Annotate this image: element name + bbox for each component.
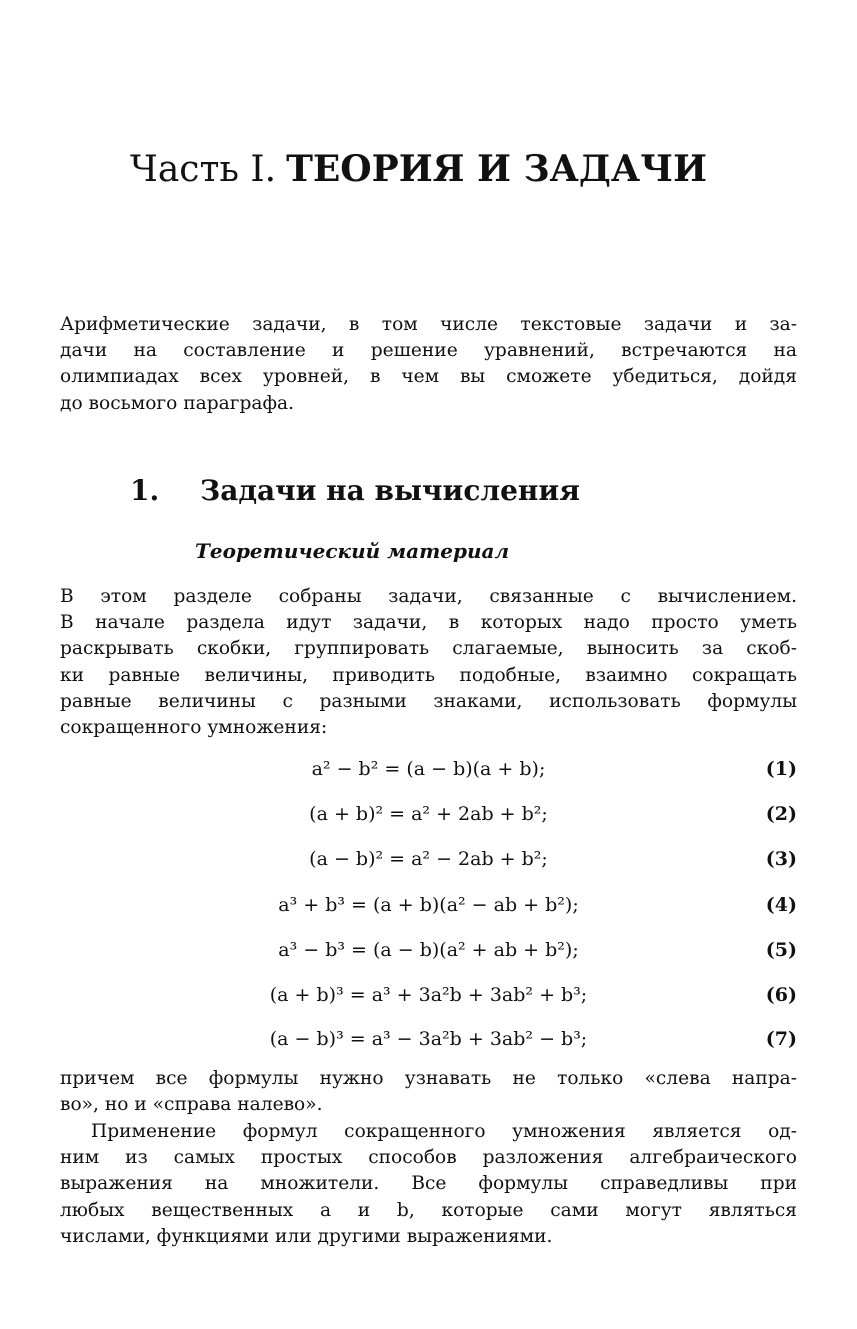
equation-number: (4) <box>765 894 797 916</box>
application-paragraph <box>60 1119 797 1250</box>
text-line: В этом разделе собраны задачи, связанные с вычислением. <box>60 586 797 607</box>
equation-number: (3) <box>765 848 797 870</box>
equation-number: (6) <box>765 984 797 1006</box>
equation-number: (5) <box>765 939 797 961</box>
part-label: Часть I. <box>130 149 277 190</box>
formula-expression: (a + b)³ = a³ + 3a²b + 3ab² + b³; <box>269 984 588 1006</box>
after-formulas-paragraph <box>60 1066 797 1118</box>
formula-expression: a² − b² = (a − b)(a + b); <box>311 758 546 780</box>
formula-expression: (a − b)³ = a³ − 3a²b + 3ab² − b³; <box>269 1028 588 1050</box>
formula-3 <box>60 844 797 874</box>
equation-number: (1) <box>765 758 797 780</box>
formula-2 <box>60 799 797 829</box>
formula-6 <box>60 980 797 1010</box>
part-title <box>130 148 707 190</box>
formula-expression: a³ − b³ = (a − b)(a² + ab + b²); <box>278 939 579 961</box>
equation-number: (2) <box>765 803 797 825</box>
text-line: олимпиадах всех уровней, в чем вы сможете убедиться, дойдя <box>60 366 797 388</box>
section-number: 1. <box>130 474 160 507</box>
text-line: сокращенного умножения: <box>60 716 328 738</box>
formula-1 <box>60 754 797 784</box>
formula-5 <box>60 935 797 965</box>
text-line: ним из самых простых способов разложения алгебраического <box>60 1147 797 1169</box>
text-line: любых вещественных a и b, которые сами могут являться <box>60 1199 797 1221</box>
text-line: Применение формул сокращенного умножения является од- <box>91 1121 797 1142</box>
text-line: равные величины с разными знаками, использовать формулы <box>60 690 797 712</box>
intro-paragraph <box>60 312 797 417</box>
theory-paragraph <box>60 584 797 741</box>
formula-expression: (a − b)² = a² − 2ab + b²; <box>309 848 548 870</box>
text-line: выражения на множители. Все формулы справедливы при <box>60 1173 797 1195</box>
part-heading: ТЕОРИЯ И ЗАДАЧИ <box>286 148 708 190</box>
subsection-title: Теоретический материал <box>195 539 510 563</box>
formula-7 <box>60 1024 797 1054</box>
text-line: до восьмого параграфа. <box>60 392 295 414</box>
text-line: В начале раздела идут задачи, в которых надо просто уметь <box>60 612 797 634</box>
text-line: ки равные величины, приводить подобные, взаимно сокращать <box>60 664 797 686</box>
formula-expression: a³ + b³ = (a + b)(a² − ab + b²); <box>278 894 579 916</box>
text-line: Арифметические задачи, в том числе текстовые задачи и за- <box>60 314 797 335</box>
text-line: раскрывать скобки, группировать слагаемые, выносить за скоб- <box>60 638 797 660</box>
equation-number: (7) <box>765 1028 797 1050</box>
text-line: дачи на составление и решение уравнений, встречаются на <box>60 340 797 362</box>
text-line: во», но и «справа налево». <box>60 1094 323 1116</box>
formula-expression: (a + b)² = a² + 2ab + b²; <box>309 803 548 825</box>
section-title <box>130 474 580 507</box>
text-line: причем все формулы нужно узнавать не только «слева напра- <box>60 1068 797 1089</box>
formula-4 <box>60 890 797 920</box>
section-heading: Задачи на вычисления <box>200 474 580 507</box>
text-line: числами, функциями или другими выражениями. <box>60 1225 553 1247</box>
